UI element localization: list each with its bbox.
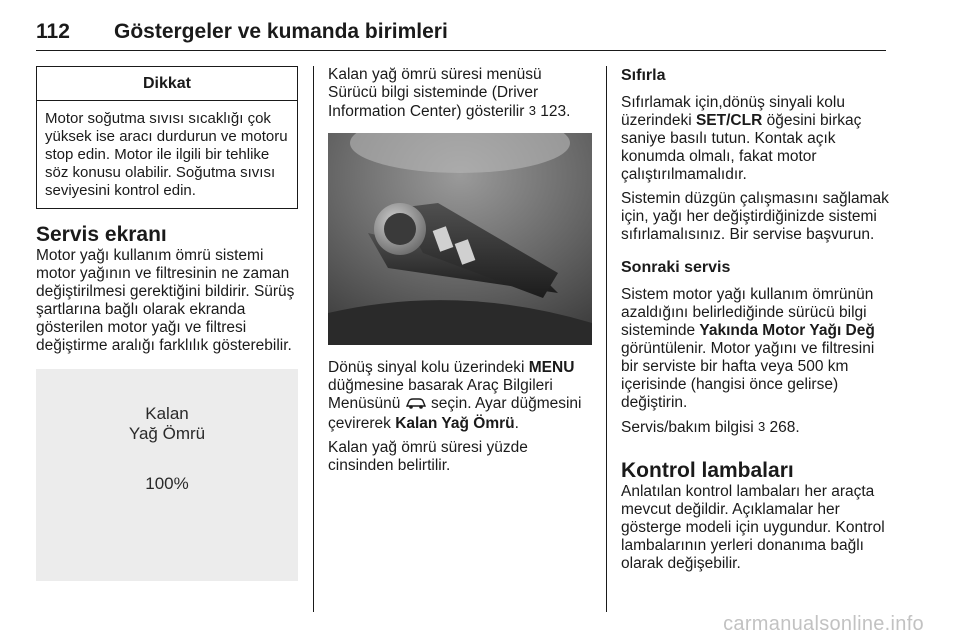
servis-paragraph: Motor yağı kullanım ömrü sistemi motor yağının ve filtresinin ne zaman değiştirilmesi gerektiğini bildirir. Sürüş şartlarına bağlı olarak ekranda gösterilen motor yağı ve filtresi değiştirme aralığı farklılık gösterebilir. [36, 247, 295, 354]
column-right [621, 66, 889, 573]
page-header [36, 14, 886, 51]
oil-life-display-image [36, 369, 298, 581]
menu-button-label: MENU [528, 359, 575, 376]
page-number: 112 [36, 20, 70, 43]
turn-signal-lever-photo [328, 133, 592, 345]
watermark: carmanualsonline.info [723, 613, 924, 635]
menu-intro-paragraph [328, 66, 592, 121]
page-ref-arrow-icon: 3 [528, 103, 536, 118]
next-service-message: Yakında Motor Yağı Değ [699, 322, 875, 339]
lever-illustration [328, 133, 592, 345]
page-ref-arrow-icon: 3 [757, 419, 766, 434]
service-info-ref: Servis/bakım bilgisi 3 268. [621, 419, 800, 436]
set-clr-label: SET/CLR [695, 112, 763, 129]
menu-instructions-paragraph: Dönüş sinyal kolu üzerindeki MENU düğmesine basarak Araç Bilgileri Menüsünü seçin. Ayar düğmesini çevirerek Kalan Yağ Ömrü. [328, 359, 582, 432]
section-heading-sifirla: Sıfırla [621, 67, 666, 84]
section-heading-servis: Servis ekranı [36, 223, 167, 246]
control-lamps-paragraph: Anlatılan kontrol lambaları her araçta mevcut değildir. Açıklamalar her gösterge modeli için uygundur. Kontrol lambalarının yerleri donanıma bağlı olarak değişebilir. [621, 483, 885, 572]
column-divider [606, 66, 607, 612]
display-line2: Yağ Ömrü [128, 424, 206, 443]
page-ref: 123. [540, 103, 571, 120]
column-left [36, 66, 298, 581]
oil-life-menu-label: Kalan Yağ Ömrü [395, 415, 515, 432]
section-heading-kontrol: Kontrol lambaları [621, 459, 794, 482]
column-middle [328, 66, 592, 475]
reset-paragraph: Sıfırlamak için,dönüş sinyali kolu üzerindeki SET/CLR öğesini birkaç saniye basılı tutun. Kontak açık konumda olmalı, fakat motor çalıştırılmamalıdır. [621, 94, 862, 183]
display-line1: Kalan [145, 404, 189, 423]
section-heading-sonraki: Sonraki servis [621, 259, 731, 276]
reset-note-paragraph: Sistemin düzgün çalışmasını sağlamak için, yağı her değiştirdiğinizde sistemi sıfırlamalısınız. Bir servise başvurun. [621, 190, 889, 243]
percent-note-paragraph: Kalan yağ ömrü süresi yüzde cinsinden belirtilir. [328, 439, 528, 474]
warning-box [36, 66, 298, 209]
vehicle-info-car-icon [405, 396, 427, 415]
column-divider [313, 66, 314, 612]
page-title: Göstergeler ve kumanda birimleri [114, 20, 448, 43]
warning-text: Motor soğutma sıvısı sıcaklığı çok yüksek ise aracı durdurun ve motoru stop edin. Motor ile ilgili bir tehlike söz konusu olabilir. Soğutma sıvısı seviyesini kontrol edin. [45, 110, 288, 199]
menu-intro-text: Kalan yağ ömrü süresi menüsü Sürücü bilgi sisteminde (Driver Information Center) gösterilir [328, 66, 542, 120]
display-percent: 100% [145, 474, 189, 493]
warning-title: Dikkat [37, 67, 297, 101]
next-service-paragraph: Sistem motor yağı kullanım ömrünün azaldığını belirlediğinde sürücü bilgi sisteminde Yakında Motor Yağı Değ görüntülenir. Motor yağını ve filtresini bir serviste bir hafta veya 500 km içerisinde (hangisi önce gelirse) değiştirin. [621, 286, 875, 411]
